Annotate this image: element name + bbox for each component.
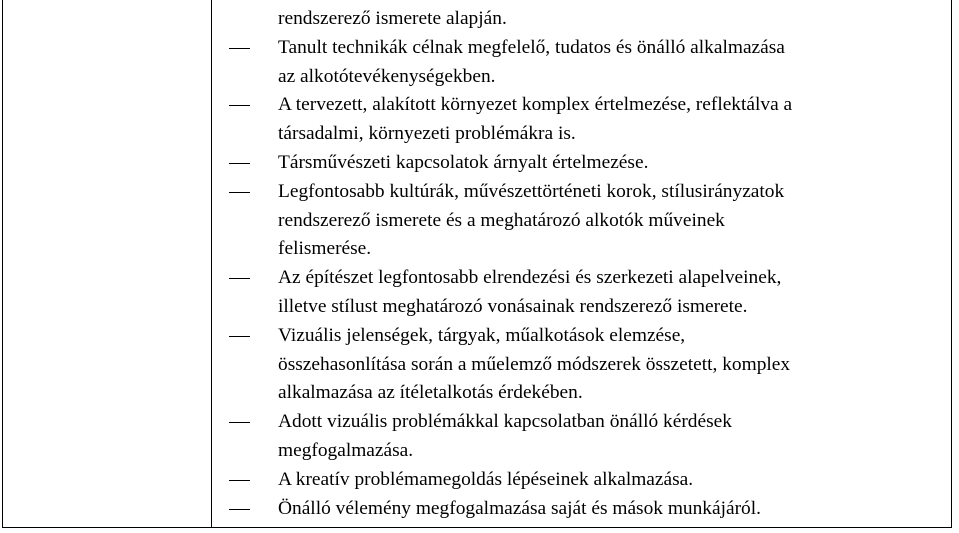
list-item-first-line	[229, 178, 941, 207]
list-item-text: az alkotótevékenységekben.	[278, 65, 496, 87]
list-item-text: alkalmazása az ítéletalkotás érdekében.	[278, 382, 583, 404]
list-item-text: felismerése.	[278, 238, 372, 260]
list-item-text: Társművészeti kapcsolatok árnyalt értelmezése.	[278, 151, 649, 173]
dash-bullet-icon	[229, 422, 250, 423]
list-item-continuation	[229, 379, 941, 408]
list-item-first-line	[229, 466, 941, 495]
list-item-text: illetve stílust meghatározó vonásainak rendszerező ismerete.	[278, 295, 748, 317]
list-item-first-line	[229, 264, 941, 293]
dash-bullet-icon	[229, 163, 250, 164]
list-item-first-line	[229, 149, 941, 178]
list-item-continuation	[229, 120, 941, 149]
list-item-text: rendszerező ismerete és a meghatározó alkotók műveinek	[278, 209, 725, 231]
dash-bullet-icon	[229, 336, 250, 337]
list-item-first-line	[229, 34, 941, 63]
list-item-text: Tanult technikák célnak megfelelő, tudatos és önálló alkalmazása	[278, 36, 785, 58]
list-item-text: Az építészet legfontosabb elrendezési és szerkezeti alapelveinek,	[278, 267, 782, 289]
list-item-continuation	[229, 63, 941, 92]
list-item-text: összehasonlítása során a műelemző módszerek összetett, komplex	[278, 353, 791, 375]
dash-bullet-icon	[229, 48, 250, 49]
dash-bullet-icon	[229, 105, 250, 106]
list-item-continuation	[229, 5, 941, 34]
list-item-text: Adott vizuális problémákkal kapcsolatban önálló kérdések	[278, 411, 732, 433]
list-item-first-line	[229, 408, 941, 437]
dash-bullet-icon	[229, 192, 250, 193]
list-item-continuation	[229, 235, 941, 264]
dash-bullet-icon	[229, 509, 250, 510]
list-item-text: társadalmi, környezeti problémákra is.	[278, 123, 576, 145]
list-item-continuation	[229, 437, 941, 466]
list-item-first-line	[229, 322, 941, 351]
list-item-continuation	[229, 207, 941, 236]
list-item-continuation	[229, 351, 941, 380]
list-item-text: megfogalmazása.	[278, 439, 414, 461]
list-item-text: Vizuális jelenségek, tárgyak, műalkotások elemzése,	[278, 324, 686, 346]
list-item-text: Önálló vélemény megfogalmazása saját és mások munkájáról.	[278, 497, 761, 519]
list-item-text: Legfontosabb kultúrák, művészettörténeti korok, stílusirányzatok	[278, 180, 785, 202]
list-item-text: A kreatív problémamegoldás lépéseinek alkalmazása.	[278, 468, 694, 490]
list-item-text: A tervezett, alakított környezet komplex értelmezése, reflektálva a	[278, 94, 793, 116]
dash-bullet-icon	[229, 480, 250, 481]
list-item-first-line	[229, 91, 941, 120]
list-item-first-line	[229, 495, 941, 524]
column-divider	[211, 0, 212, 527]
list-item-text: rendszerező ismerete alapján.	[278, 8, 507, 29]
list-item-continuation	[229, 293, 941, 322]
dash-bullet-icon	[229, 278, 250, 279]
outcomes-list	[229, 5, 941, 523]
